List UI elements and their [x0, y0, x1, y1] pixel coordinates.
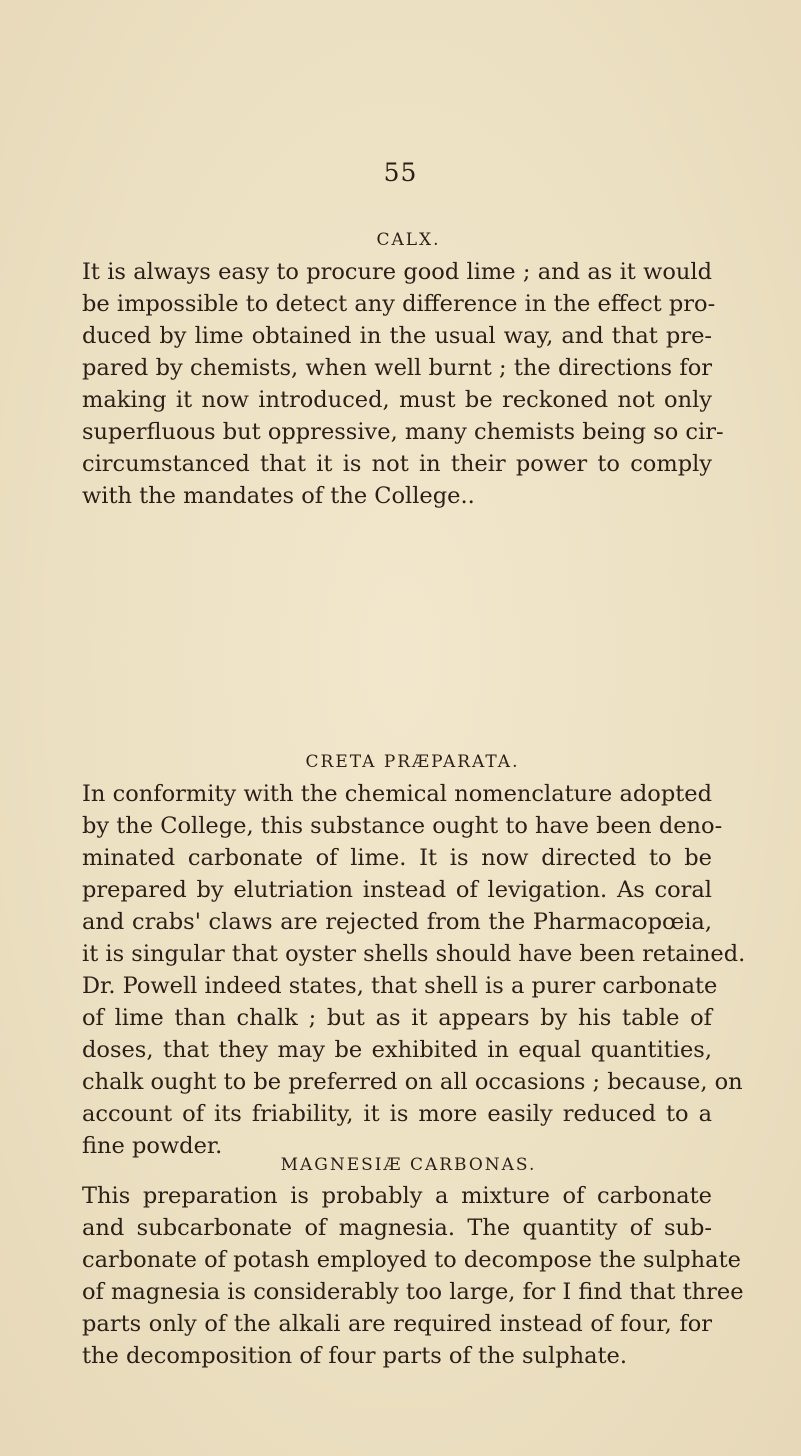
text-line: It is always easy to procure good lime ; and as it would	[82, 259, 712, 285]
text-line: and crabs' claws are rejected from the Pharmacopœia,	[82, 909, 712, 935]
section-heading-calx: CALX.	[376, 230, 441, 250]
text-line: and subcarbonate of magnesia. The quantity of sub-	[82, 1215, 712, 1241]
text-line: account of its friability, it is more easily reduced to a	[82, 1101, 712, 1127]
text-line: In conformity with the chemical nomenclature adopted	[82, 781, 712, 807]
text-line: fine powder.	[82, 1133, 223, 1159]
text-line: it is singular that oyster shells should have been retained.	[82, 941, 746, 967]
text-line: be impossible to detect any difference in the effect pro-	[82, 291, 716, 317]
text-line: carbonate of potash employed to decompose the sulphate	[82, 1247, 741, 1273]
paragraph-magnesiae-carbonas	[82, 1180, 744, 1372]
text-line: with the mandates of the College..	[82, 483, 475, 509]
text-line: This preparation is probably a mixture of carbonate	[82, 1183, 712, 1209]
text-line: of magnesia is considerably too large, for I find that three	[82, 1279, 744, 1305]
text-line: pared by chemists, when well burnt ; the directions for	[82, 355, 712, 381]
text-line: chalk ought to be preferred on all occasions ; because, on	[82, 1069, 743, 1095]
text-line: Dr. Powell indeed states, that shell is a purer carbonate	[82, 973, 718, 999]
paragraph-calx	[82, 256, 724, 512]
text-line: the decomposition of four parts of the sulphate.	[82, 1343, 628, 1369]
text-line: doses, that they may be exhibited in equal quantities,	[82, 1037, 712, 1063]
text-line: prepared by elutriation instead of levigation. As coral	[82, 877, 712, 903]
section-heading-creta-praeparata: CRETA PRÆPARATA.	[305, 752, 520, 772]
text-line: superfluous but oppressive, many chemists being so cir-	[82, 419, 724, 445]
text-line: parts only of the alkali are required instead of four, for	[82, 1311, 712, 1337]
text-line: duced by lime obtained in the usual way, and that pre-	[82, 323, 712, 349]
text-line: minated carbonate of lime. It is now directed to be	[82, 845, 712, 871]
text-line: circumstanced that it is not in their power to comply	[82, 451, 712, 477]
text-line: making it now introduced, must be reckoned not only	[82, 387, 712, 413]
section-heading-magnesiae-carbonas: MAGNESIÆ CARBONAS.	[280, 1155, 537, 1175]
text-line: of lime than chalk ; but as it appears by his table of	[82, 1005, 712, 1031]
page-number: 55	[383, 158, 418, 187]
paragraph-creta-praeparata	[82, 778, 746, 1162]
text-line: by the College, this substance ought to have been deno-	[82, 813, 723, 839]
